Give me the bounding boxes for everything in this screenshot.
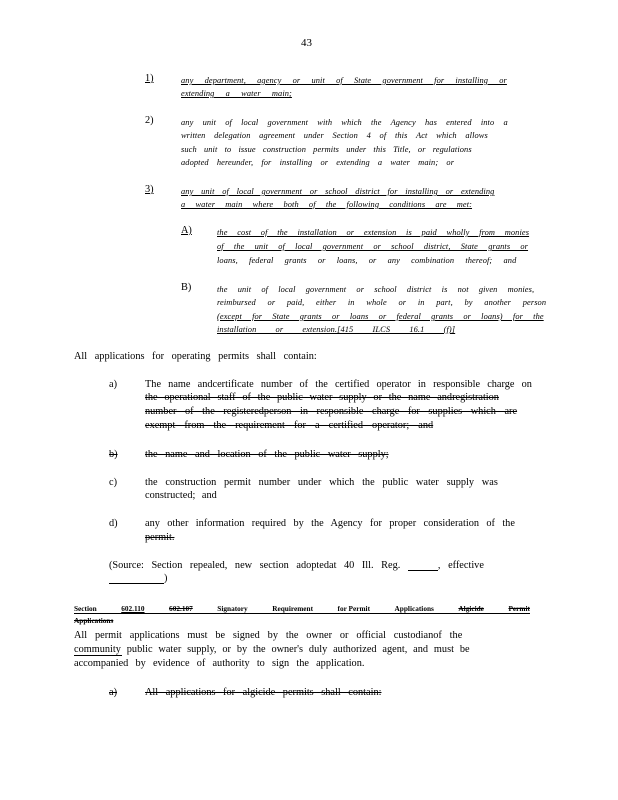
op-a-line-3: number of the registeredperson in responsible charge for supplies which are	[145, 406, 518, 417]
item-3-sub-a-line-3: loans, federal grants or loans, or any combination thereof; and	[217, 256, 517, 265]
section-heading-line-1	[74, 604, 530, 614]
item-1-line-1: any department, agency or unit of State government for installing or	[181, 76, 507, 85]
item-3-label: 3)	[145, 184, 154, 195]
source-middle: , effective	[437, 560, 484, 571]
item-3-sub-b-line-3: (except for State grants or loans or federal grants or loans) for the	[217, 312, 544, 321]
item-3-sub-a-line-2: of the unit of local government or school district, State grants or	[217, 242, 529, 251]
item-2-line-4: adopted hereunder, for installing or extending a water main; or	[181, 158, 455, 167]
signatory-line-2: community public water supply, or by the owner's duly authorized agent, and must be	[74, 644, 470, 655]
section-number-new: 602.110	[121, 604, 145, 613]
op-a-line-4: exempt from the requirement for a certified operator; and	[145, 420, 434, 431]
algicide-a-label: a)	[109, 687, 117, 698]
op-a-label: a)	[109, 379, 117, 390]
op-d-label: d)	[109, 518, 118, 529]
section-heading-line-2: Applications	[74, 616, 114, 625]
item-3-sub-b-line-4: installation or extension.[415 ILCS 16.1 (f)]	[217, 325, 456, 334]
op-d-line-2: permit.	[145, 532, 175, 543]
op-c-line-2: constructed; and	[145, 490, 217, 501]
item-2-label: 2)	[145, 115, 154, 126]
operating-permits-intro: All applications for operating permits shall contain:	[74, 351, 317, 362]
signatory-line-3: accompanied by evidence of authority to sign the application.	[74, 658, 365, 669]
op-a-line-1: The name andcertificate number of the certified operator in responsible charge on	[145, 379, 532, 390]
op-b-text: the name and location of the public water supply;	[145, 449, 389, 460]
item-3-sub-b-line-2: reimbursed or paid, either in whole or in part, by another person	[217, 298, 547, 307]
section-number-old: 602.107	[169, 604, 193, 613]
op-b-label: b)	[109, 449, 118, 460]
heading-for-permit: for Permit	[337, 604, 371, 613]
item-3-line-1: any unit of local government or school district for installing or extending	[181, 187, 495, 196]
signatory-line-1: All permit applications must be signed by the owner or official custodianof the	[74, 630, 463, 641]
source-prefix: (Source: Section repealed, new section adoptedat 40 Ill. Reg.	[109, 560, 401, 571]
op-a-line-2: the operational staff of the public water supply or the name andregistration	[145, 392, 499, 403]
source-note-line-1	[109, 560, 484, 571]
op-c-line-1: the construction permit number under which the public water supply was	[145, 477, 498, 488]
heading-signatory: Signatory	[217, 604, 248, 613]
item-3-sub-a-line-1: the cost of the installation or extension is paid wholly from monies	[217, 228, 530, 237]
item-3-line-2: a water main where both of the following conditions are met:	[181, 200, 473, 209]
source-date-blank	[408, 560, 438, 571]
item-2-line-2: written delegation agreement under Section 4 of this Act which allows	[181, 131, 488, 140]
heading-permit: Permit	[508, 604, 530, 613]
item-3-sub-b-label: B)	[181, 282, 192, 293]
algicide-a-text: All applications for algicide permits shall contain:	[145, 687, 382, 698]
heading-applications: Applications	[394, 604, 434, 613]
source-effective-blank	[109, 573, 164, 584]
heading-algicide: Algicide	[458, 604, 484, 613]
source-note-line-2	[109, 573, 167, 584]
heading-requirement: Requirement	[272, 604, 314, 613]
page-number: 43	[301, 37, 312, 49]
item-1-line-2: extending a water main;	[181, 89, 292, 98]
item-3-sub-b-line-1: the unit of local government or school district is not given monies,	[217, 285, 535, 294]
section-word: Section	[74, 604, 97, 613]
item-2-line-3: such unit to issue construction permits under this Title, or regulations	[181, 145, 472, 154]
op-c-label: c)	[109, 477, 117, 488]
source-end: )	[164, 573, 168, 584]
item-2-line-1: any unit of local government with which the Agency has entered into a	[181, 118, 508, 127]
op-d-line-1: any other information required by the Agency for proper consideration of the	[145, 518, 515, 529]
community-underline	[74, 655, 122, 656]
item-1-label: 1)	[145, 73, 154, 84]
item-3-sub-a-label: A)	[181, 225, 192, 236]
